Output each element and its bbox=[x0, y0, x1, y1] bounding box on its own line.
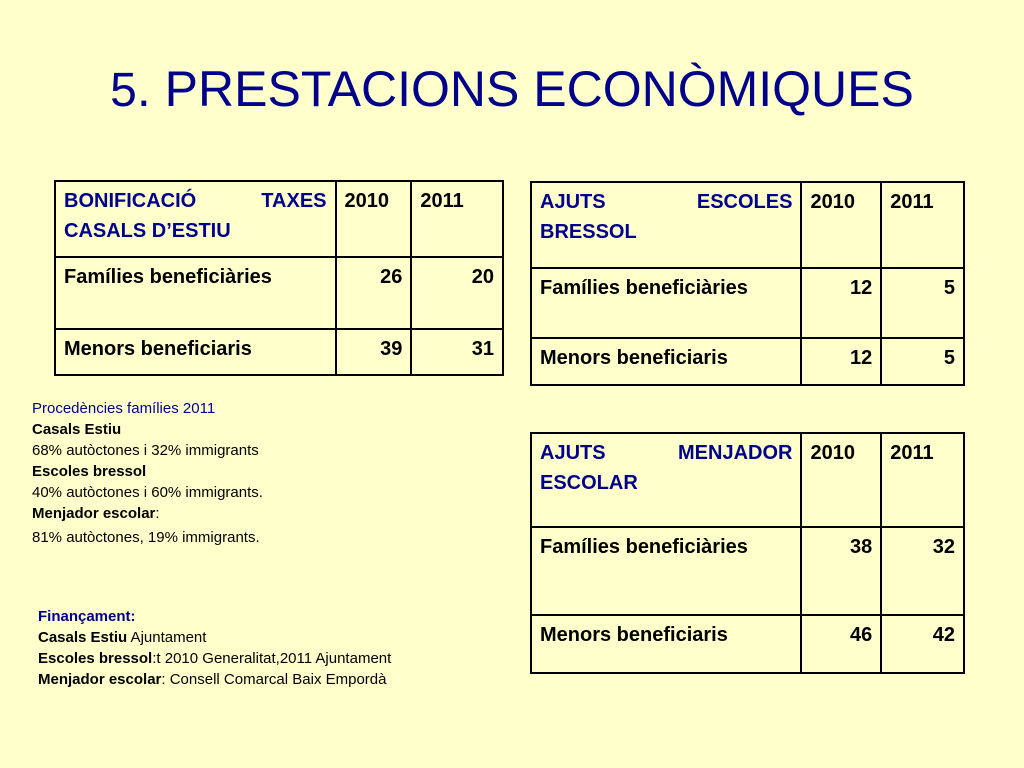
row-label: Famílies beneficiàries bbox=[55, 257, 336, 329]
casals-label: Casals Estiu bbox=[32, 421, 122, 438]
value-2010: 39 bbox=[336, 329, 412, 375]
year-2011-header: 2011 bbox=[881, 433, 964, 527]
fin-bressol-label: Escoles bressol bbox=[38, 650, 153, 667]
title-number: 5 bbox=[110, 64, 137, 117]
table-row bbox=[531, 527, 964, 615]
year-2010-header: 2010 bbox=[801, 433, 881, 527]
table-row bbox=[531, 268, 964, 338]
table-casals-estiu bbox=[54, 180, 504, 376]
procedencies-notes bbox=[32, 398, 263, 548]
table-header-row bbox=[531, 182, 964, 268]
casals-text: 68% autòctones i 32% immigrants bbox=[32, 442, 259, 459]
menjador-text: 81% autòctones, 19% immigrants. bbox=[32, 529, 260, 546]
financament-notes bbox=[38, 606, 458, 690]
title-text: . PRESTACIONS ECONÒMIQUES bbox=[136, 61, 914, 117]
row-label: Famílies beneficiàries bbox=[531, 527, 801, 615]
table-row bbox=[531, 338, 964, 385]
table-header-label: AJUTS ESCOLES BRESSOL bbox=[531, 182, 801, 268]
year-2010-header: 2010 bbox=[336, 181, 412, 257]
row-label: Menors beneficiaris bbox=[531, 338, 801, 385]
table-menjador-escolar bbox=[530, 432, 965, 674]
table-header-row bbox=[531, 433, 964, 527]
value-2011: 20 bbox=[411, 257, 503, 329]
value-2010: 38 bbox=[801, 527, 881, 615]
value-2011: 5 bbox=[881, 268, 964, 338]
fin-casals-label: Casals Estiu bbox=[38, 629, 128, 646]
table-row bbox=[55, 257, 503, 329]
year-2011-header: 2011 bbox=[411, 181, 503, 257]
value-2011: 32 bbox=[881, 527, 964, 615]
table-row bbox=[531, 615, 964, 673]
row-label: Famílies beneficiàries bbox=[531, 268, 801, 338]
value-2010: 12 bbox=[801, 268, 881, 338]
fin-menjador-text: : Consell Comarcal Baix Empordà bbox=[161, 671, 387, 688]
menjador-label: Menjador escolar bbox=[32, 505, 156, 522]
procedencies-heading: Procedències famílies 2011 bbox=[32, 400, 216, 417]
value-2010: 26 bbox=[336, 257, 412, 329]
table-row bbox=[55, 329, 503, 375]
menjador-colon: : bbox=[155, 505, 160, 522]
table-header-label: AJUTS MENJADOR ESCOLAR bbox=[531, 433, 801, 527]
value-2011: 5 bbox=[881, 338, 964, 385]
financament-heading: Finançament: bbox=[38, 608, 136, 625]
year-2010-header: 2010 bbox=[801, 182, 881, 268]
row-label: Menors beneficiaris bbox=[531, 615, 801, 673]
fin-casals-text: Ajuntament bbox=[127, 629, 207, 646]
value-2011: 42 bbox=[881, 615, 964, 673]
row-label: Menors beneficiaris bbox=[55, 329, 336, 375]
fin-bressol-text: :t 2010 Generalitat,2011 Ajuntament bbox=[152, 650, 392, 667]
value-2010: 46 bbox=[801, 615, 881, 673]
value-2010: 12 bbox=[801, 338, 881, 385]
year-2011-header: 2011 bbox=[881, 182, 964, 268]
page-title bbox=[0, 60, 1024, 118]
table-header-row bbox=[55, 181, 503, 257]
value-2011: 31 bbox=[411, 329, 503, 375]
bressol-label: Escoles bressol bbox=[32, 463, 147, 480]
table-header-label: BONIFICACIÓ TAXES CASALS D’ESTIU bbox=[55, 181, 336, 257]
bressol-text: 40% autòctones i 60% immigrants. bbox=[32, 484, 263, 501]
table-escoles-bressol bbox=[530, 181, 965, 386]
fin-menjador-label: Menjador escolar bbox=[38, 671, 162, 688]
